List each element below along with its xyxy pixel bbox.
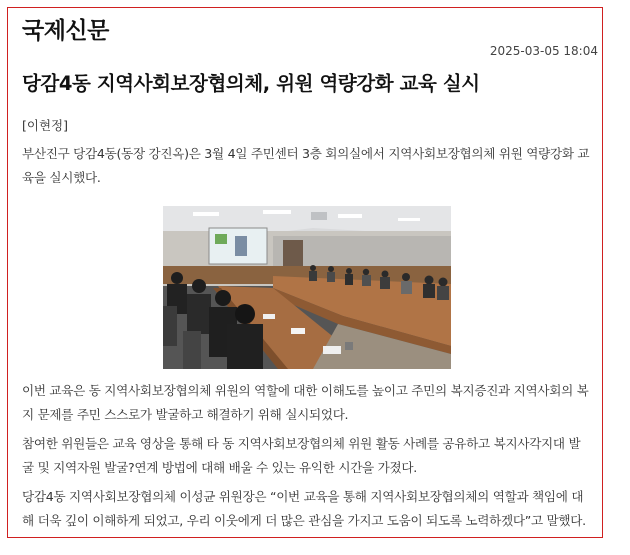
article-headline: 당감4동 지역사회보장협의체, 위원 역량강화 교육 실시 — [22, 72, 480, 95]
article-paragraph: 참여한 위원들은 교육 영상을 통해 타 동 지역사회보장협의체 위원 활동 사례를 공유하고 복지사각지대 발굴 및 지역자원 발굴?연계 방법에 대해 배울 수 있는 유익한 시간을 가졌다. — [22, 436, 581, 475]
article-photo — [163, 206, 451, 369]
article-paragraph: 당감4동 지역사회보장협의체 이성균 위원장은 “이번 교육을 통해 지역사회보장협의체의 역할과 책임에 대해 더욱 깊이 이해하게 되었고, 우리 이웃에게 더 많은 관심을 가지고 도움이 되도록 노력하겠다”고 말했다. — [22, 489, 586, 528]
article-paragraph: 이번 교육은 동 지역사회보장협의체 위원의 역할에 대한 이해도를 높이고 주민의 복지증진과 지역사회의 복지 문제를 주민 스스로가 발굴하고 해결하기 위해 실시되었다. — [22, 383, 589, 422]
newspaper-name: 국제신문 — [22, 18, 109, 44]
publish-datetime: 2025-03-05 18:04 — [489, 44, 598, 58]
article-byline: [이현정] — [22, 118, 68, 133]
article-paragraph: 부산진구 당감4동(동장 강진옥)은 3월 4일 주민센터 3층 회의실에서 지역사회보장협의체 위원 역량강화 교육을 실시했다. — [22, 146, 590, 185]
